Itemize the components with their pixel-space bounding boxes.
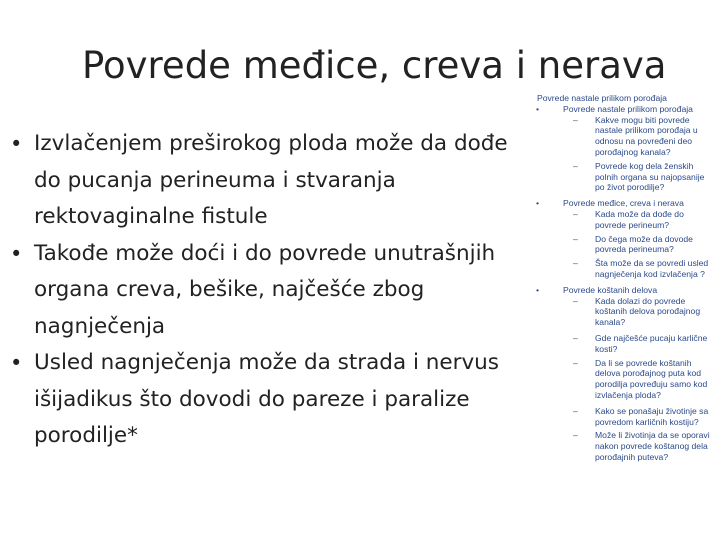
notes-question [533, 209, 718, 231]
notes-question [533, 430, 718, 462]
bullet-icon: • [536, 198, 540, 209]
bullet-item [10, 345, 525, 455]
notes-question-text: Kakve mogu biti povrede nastale prilikom porođaja u odnosu na povređeni deo porođajnog kanala? [595, 114, 698, 157]
notes-section [533, 285, 718, 296]
bullet-text: Takođe može doći i do povrede unutrašnjih organa creva, bešike, najčešće zbog nagnječenja [34, 240, 496, 339]
main-bullet-list [10, 126, 525, 455]
dash-icon: – [573, 295, 578, 306]
dash-icon: – [573, 208, 578, 219]
dash-icon: – [573, 430, 578, 441]
dash-icon: – [573, 233, 578, 244]
notes-question [533, 258, 718, 280]
notes-question [533, 161, 718, 193]
notes-question [533, 406, 718, 428]
bullet-icon: • [10, 351, 23, 375]
dash-icon: – [573, 332, 578, 343]
notes-question-text: Kako se ponašaju životinje sa povredom karličnih kostiju? [595, 405, 709, 427]
notes-question [533, 358, 718, 401]
bullet-text: Usled nagnječenja može da strada i nervus išijadikus što dovodi do pareze i paralize porodilje* [34, 350, 500, 448]
notes-section-title: Povrede koštanih delova [563, 284, 658, 295]
notes-question-text: Da li se povrede koštanih delova porođajnog puta kod porodilja povređuju samo kod izvlačenja ploda? [595, 357, 708, 400]
notes-question-text: Gde najčešće pucaju karlične kosti? [595, 332, 708, 354]
notes-header: Povrede nastale prilikom porođaja [537, 93, 667, 103]
slide-title: Povrede međice, creva i nerava [82, 44, 667, 87]
notes-section [533, 104, 718, 115]
bullet-icon: • [10, 241, 23, 266]
bullet-item [10, 126, 525, 236]
notes-question-text: Do čega može da dovode povreda perineuma? [595, 233, 693, 255]
notes-section-title: Povrede međice, creva i nerava [563, 198, 684, 209]
bullet-icon: • [10, 132, 23, 156]
dash-icon: – [573, 160, 578, 171]
notes-question-text: Povrede kog dela ženskih polnih organa su najopsanije po život porodilje? [595, 160, 705, 193]
dash-icon: – [573, 357, 578, 368]
notes-question [533, 115, 718, 158]
notes-question-text: Može li životinja da se oporavi nakon povrede koštanog dela porođajnih puteva? [595, 430, 710, 462]
notes-question [533, 296, 718, 328]
notes-outline [533, 93, 718, 463]
notes-question-text: Kada može da dođe do povrede perineum? [595, 208, 684, 230]
bullet-icon: • [536, 284, 540, 295]
notes-section-title: Povrede nastale prilikom porođaja [563, 103, 693, 114]
notes-question-text: Šta može da se povredi usled nagnječenja kod izvlačenja ? [595, 258, 709, 279]
dash-icon: – [573, 258, 578, 269]
dash-icon: – [573, 405, 578, 416]
bullet-icon: • [536, 103, 540, 114]
notes-question [533, 333, 718, 355]
notes-section [533, 198, 718, 209]
bullet-item [10, 236, 525, 346]
notes-question-text: Kada dolazi do povrede koštanih delova porođajnog kanala? [595, 295, 701, 328]
bullet-text: Izvlačenjem preširokog ploda može da dođe do pucanja perineuma i stvaranja rektovaginalne fistule [34, 131, 508, 229]
dash-icon: – [573, 114, 578, 125]
notes-question [533, 234, 718, 256]
